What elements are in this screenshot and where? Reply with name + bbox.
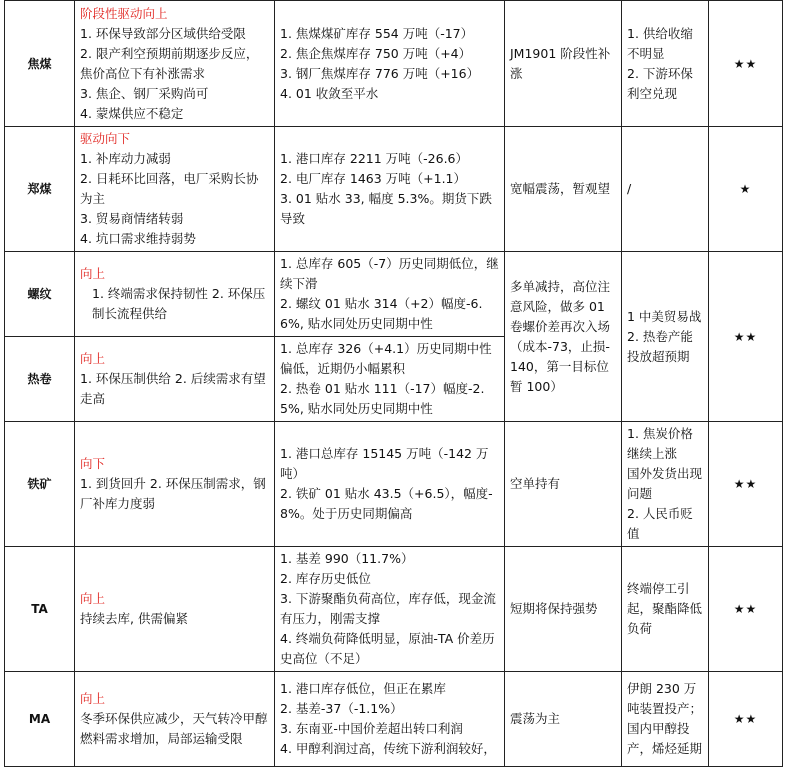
driver-cell (75, 127, 275, 252)
data-item: 4. 01 收敛至平水 (280, 85, 379, 101)
driver-item: 1. 到货回升 2. 环保压制需求，钢厂补库力度弱 (80, 476, 266, 511)
data-cell (275, 547, 505, 672)
data-item: 2. 铁矿 01 贴水 43.5（+6.5），幅度-8%。处于历史同期偏高 (280, 486, 493, 521)
data-cell (275, 422, 505, 547)
data-item: 1. 总库存 326（+4.1）历史同期中性偏低，近期仍小幅累积 (280, 341, 492, 376)
strategy-cell: 多单减持，高位注意风险，做多 01 卷螺价差再次入场（成本-73，止损-140，第一目标位暂 100） (505, 252, 622, 422)
strategy-cell: 空单持有 (505, 422, 622, 547)
commodity-name: 焦煤 (5, 1, 75, 127)
data-item: 3. 钢厂焦煤库存 776 万吨（+16） (280, 65, 480, 81)
rating-stars: ★★ (709, 252, 783, 422)
driver-item: 3. 贸易商情绪转弱 (80, 211, 184, 226)
data-item: 4. 终端负荷降低明显，原油-TA 价差历史高位（不足） (280, 631, 495, 666)
data-item: 4. 甲醇利润过高，传统下游利润较好， (280, 741, 496, 756)
commodity-strategy-table (4, 0, 783, 767)
direction-label: 向上 (80, 351, 106, 366)
commodity-name: 热卷 (5, 337, 75, 422)
data-item: 2. 热卷 01 贴水 111（-17）幅度-2.5%, 贴水同处历史同期中性 (280, 381, 485, 416)
risk-cell: / (622, 127, 709, 252)
rating-stars: ★★ (709, 547, 783, 672)
strategy-cell: JM1901 阶段性补涨 (505, 1, 622, 127)
table-row (5, 422, 783, 547)
rating-stars: ★ (709, 127, 783, 252)
table-row (5, 1, 783, 127)
data-cell (275, 337, 505, 422)
risk-cell: 1. 供给收缩不明显 2. 下游环保利空兑现 (622, 1, 709, 127)
data-item: 3. 下游聚酯负荷高位，库存低，现金流有压力，刚需支撑 (280, 591, 496, 626)
commodity-name: TA (5, 547, 75, 672)
driver-item: 2. 日耗环比回落，电厂采购长协为主 (80, 171, 259, 206)
data-item: 2. 库存历史低位 (280, 571, 371, 586)
driver-item: 2. 限产利空预期前期逐步反应，焦价高位下有补涨需求 (80, 45, 259, 81)
data-item: 3. 01 贴水 33, 幅度 5.3%。期货下跌导致 (280, 191, 492, 226)
data-cell (275, 127, 505, 252)
driver-item: 1. 环保导致部分区域供给受限 (80, 25, 246, 41)
data-item: 1. 港口库存低位，但正在累库 (280, 681, 446, 696)
driver-item: 3. 焦企、钢厂采购尚可 (80, 85, 209, 101)
data-item: 1. 基差 990（11.7%） (280, 551, 414, 566)
driver-item: 4. 坑口需求维持弱势 (80, 231, 196, 246)
data-item: 2. 焦企焦煤库存 750 万吨（+4） (280, 45, 472, 61)
data-item: 1. 焦煤煤矿库存 554 万吨（-17） (280, 25, 474, 41)
strategy-cell: 震荡为主 (505, 672, 622, 767)
commodity-name: MA (5, 672, 75, 767)
driver-cell (75, 1, 275, 127)
data-item: 1. 港口总库存 15145 万吨（-142 万吨） (280, 446, 489, 481)
data-cell (275, 252, 505, 337)
driver-cell (75, 547, 275, 672)
driver-item: 持续去库, 供需偏紧 (80, 611, 188, 626)
driver-item: 1. 终端需求保持韧性 2. 环保压制长流程供给 (92, 286, 266, 321)
data-item: 2. 螺纹 01 贴水 314（+2）幅度-6.6%, 贴水同处历史同期中性 (280, 296, 483, 331)
table-row (5, 252, 783, 337)
data-item: 1. 港口库存 2211 万吨（-26.6） (280, 151, 469, 166)
data-item: 2. 基差-37（-1.1%） (280, 701, 403, 716)
data-cell (275, 1, 505, 127)
commodity-name: 铁矿 (5, 422, 75, 547)
direction-label: 向上 (80, 266, 106, 281)
risk-cell: 伊朗 230 万吨装置投产；国内甲醇投产，烯烃延期 (622, 672, 709, 767)
strategy-cell: 短期将保持强势 (505, 547, 622, 672)
commodity-name: 郑煤 (5, 127, 75, 252)
table-row (5, 672, 783, 767)
rating-stars: ★★ (709, 672, 783, 767)
data-item: 3. 东南亚-中国价差超出转口利润 (280, 721, 463, 736)
driver-cell (75, 672, 275, 767)
table-row (5, 127, 783, 252)
data-cell (275, 672, 505, 767)
driver-cell (75, 337, 275, 422)
driver-item: 冬季环保供应减少，天气转冷甲醇燃料需求增加，局部运输受限 (80, 711, 268, 746)
data-item: 1. 总库存 605（-7）历史同期低位，继续下滑 (280, 256, 499, 291)
direction-label: 向上 (80, 591, 106, 606)
driver-item: 4. 蒙煤供应不稳定 (80, 105, 184, 121)
strategy-cell: 宽幅震荡，暂观望 (505, 127, 622, 252)
direction-label: 驱动向下 (80, 131, 131, 146)
driver-cell (75, 422, 275, 547)
driver-cell (75, 252, 275, 337)
risk-cell: 1 中美贸易战 2. 热卷产能投放超预期 (622, 252, 709, 422)
risk-cell: 终端停工引起，聚酯降低负荷 (622, 547, 709, 672)
driver-item: 1. 补库动力减弱 (80, 151, 171, 166)
commodity-name: 螺纹 (5, 252, 75, 337)
rating-stars: ★★ (709, 422, 783, 547)
direction-label: 向上 (80, 691, 106, 706)
rating-stars: ★★ (709, 1, 783, 127)
driver-item: 1. 环保压制供给 2. 后续需求有望走高 (80, 371, 266, 406)
direction-label: 阶段性驱动向上 (80, 5, 168, 21)
data-item: 2. 电厂库存 1463 万吨（+1.1） (280, 171, 467, 186)
table-row (5, 547, 783, 672)
risk-cell: 1. 焦炭价格继续上涨 国外发货出现问题 2. 人民币贬值 (622, 422, 709, 547)
direction-label: 向下 (80, 456, 106, 471)
